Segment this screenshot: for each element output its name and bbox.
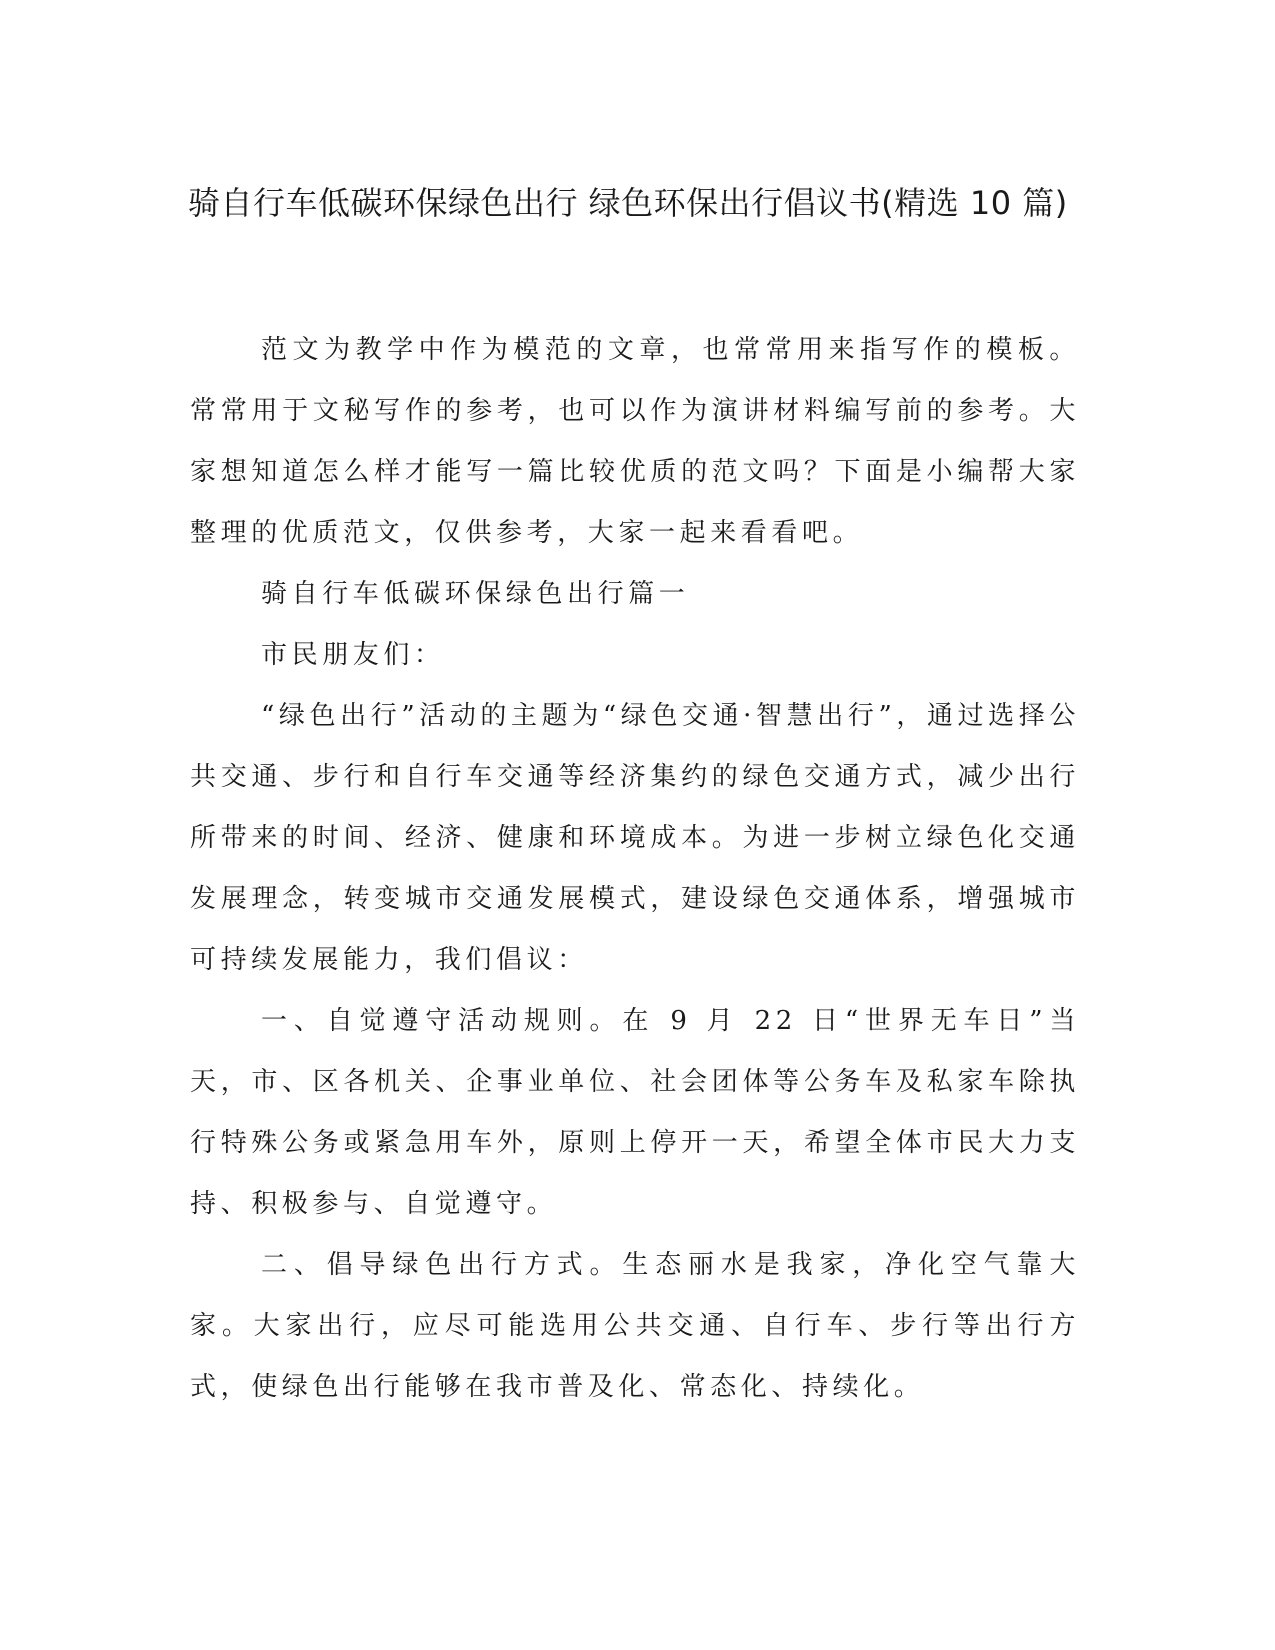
intro-paragraph: 范文为教学中作为模范的文章，也常常用来指写作的模板。常常用于文秘写作的参考，也可以作为演讲材料编写前的参考。大家想知道怎么样才能写一篇比较优质的范文吗？下面是小编帮大家整理的优质范文，仅供参考，大家一起来看看吧。 <box>190 335 1080 548</box>
section-heading: 骑自行车低碳环保绿色出行篇一 <box>261 579 690 609</box>
activity-theme-paragraph: “绿色出行”活动的主题为“绿色交通·智慧出行”，通过选择公共交通、步行和自行车交通等经济集约的绿色交通方式，减少出行所带来的时间、经济、健康和环境成本。为进一步树立绿色化交通发展理念，转变城市交通发展模式，建设绿色交通体系，增强城市可持续发展能力，我们倡议： <box>190 701 1080 975</box>
salutation: 市民朋友们： <box>261 640 445 670</box>
proposal-item-2: 二、倡导绿色出行方式。生态丽水是我家，净化空气靠大家。大家出行，应尽可能选用公共交通、自行车、步行等出行方式，使绿色出行能够在我市普及化、常态化、持续化。 <box>190 1250 1080 1402</box>
proposal-item-1: 一、自觉遵守活动规则。在 9 月 22 日“世界无车日”当天，市、区各机关、企事业单位、社会团体等公务车及私家车除执行特殊公务或紧急用车外，原则上停开一天，希望全体市民大力支持、积极参与、自觉遵守。 <box>190 1006 1080 1219</box>
document-body <box>190 320 1080 1418</box>
document-title: 骑自行车低碳环保绿色出行 绿色环保出行倡议书(精选 10 篇) <box>188 184 1068 222</box>
